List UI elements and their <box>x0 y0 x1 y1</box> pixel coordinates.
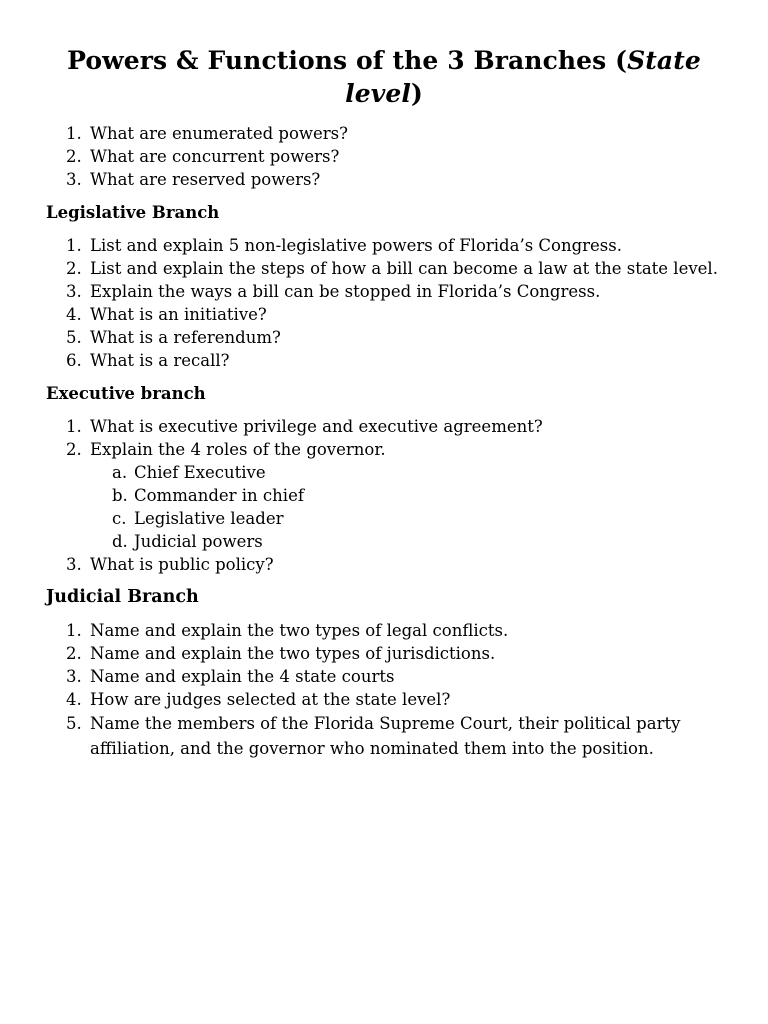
item-text: Name and explain the two types of legal conflicts. <box>90 621 509 640</box>
sub-item-letter: c. <box>112 509 127 528</box>
item-number: 1. <box>66 621 82 640</box>
list-item <box>46 711 722 761</box>
sub-item-letter: a. <box>112 463 128 482</box>
item-number: 4. <box>66 690 82 709</box>
list-item <box>46 688 722 711</box>
sub-item-text: Judicial powers <box>134 532 263 551</box>
item-text: How are judges selected at the state level? <box>90 690 451 709</box>
list-item <box>46 349 722 372</box>
item-text: List and explain 5 non-legislative powers of Florida’s Congress. <box>90 236 622 255</box>
item-text: Explain the ways a bill can be stopped in Florida’s Congress. <box>90 282 601 301</box>
item-number: 2. <box>66 644 82 663</box>
item-number: 5. <box>66 714 82 733</box>
list-item <box>46 234 722 257</box>
item-number: 1. <box>66 417 82 436</box>
item-number: 3. <box>66 667 82 686</box>
executive-questions <box>46 415 722 576</box>
intro-questions <box>46 122 722 191</box>
sub-item-letter: d. <box>112 532 128 551</box>
sub-list-item <box>90 507 722 530</box>
title-italic: State level <box>345 46 701 108</box>
item-number: 4. <box>66 305 82 324</box>
list-item <box>46 642 722 665</box>
item-number: 6. <box>66 351 82 370</box>
item-number: 2. <box>66 440 82 459</box>
list-item <box>46 303 722 326</box>
list-item <box>46 665 722 688</box>
list-item <box>46 257 722 280</box>
judicial-heading: Judicial Branch <box>46 587 199 607</box>
item-text: List and explain the steps of how a bill can become a law at the state level. <box>90 259 718 278</box>
item-text: What are reserved powers? <box>90 170 321 189</box>
item-text: What is a referendum? <box>90 328 281 347</box>
list-item <box>46 438 722 553</box>
item-number: 1. <box>66 124 82 143</box>
governor-roles <box>90 461 722 553</box>
sub-list-item <box>90 530 722 553</box>
item-number: 3. <box>66 555 82 574</box>
item-number: 3. <box>66 170 82 189</box>
sub-item-text: Legislative leader <box>134 509 284 528</box>
item-text: What is executive privilege and executive agreement? <box>90 417 543 436</box>
legislative-heading: Legislative Branch <box>46 203 220 222</box>
title-close: ) <box>410 79 423 108</box>
item-number: 2. <box>66 259 82 278</box>
item-text: Name and explain the two types of jurisdictions. <box>90 644 496 663</box>
item-text: What is a recall? <box>90 351 230 370</box>
item-number: 2. <box>66 147 82 166</box>
sub-item-text: Chief Executive <box>134 463 266 482</box>
item-number: 5. <box>66 328 82 347</box>
sub-item-letter: b. <box>112 486 128 505</box>
item-text: Name the members of the Florida Supreme Court, their political party affiliation, and the governor who nominated them into the position. <box>90 714 681 758</box>
item-text: What are concurrent powers? <box>90 147 340 166</box>
list-item <box>46 415 722 438</box>
list-item <box>46 280 722 303</box>
list-item <box>46 326 722 349</box>
executive-heading: Executive branch <box>46 384 206 403</box>
legislative-questions <box>46 234 722 372</box>
list-item <box>46 553 722 576</box>
sub-item-text: Commander in chief <box>134 486 304 505</box>
title-main: Powers & Functions of the 3 Branches ( <box>67 46 628 75</box>
item-text: What is public policy? <box>90 555 274 574</box>
page-title <box>46 44 722 110</box>
item-text: Explain the 4 roles of the governor. <box>90 440 386 459</box>
sub-list-item <box>90 484 722 507</box>
list-item <box>46 145 722 168</box>
item-text: Name and explain the 4 state courts <box>90 667 395 686</box>
judicial-questions <box>46 619 722 761</box>
list-item <box>46 619 722 642</box>
list-item <box>46 168 722 191</box>
item-text: What is an initiative? <box>90 305 267 324</box>
item-text: What are enumerated powers? <box>90 124 348 143</box>
list-item <box>46 122 722 145</box>
item-number: 1. <box>66 236 82 255</box>
item-number: 3. <box>66 282 82 301</box>
sub-list-item <box>90 461 722 484</box>
